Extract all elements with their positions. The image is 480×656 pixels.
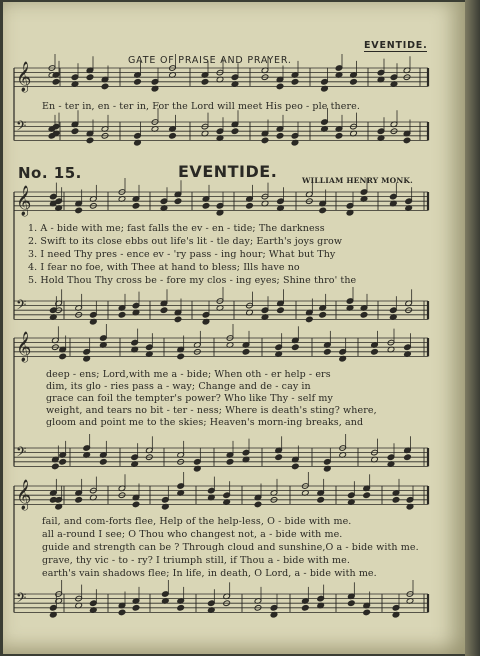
system1-treble-staff-clef: 𝄞 (16, 186, 32, 216)
system3-bass-staff-note-low-2-0 (118, 609, 126, 616)
system1-treble-staff-note-low-3-1 (174, 198, 182, 205)
system2-bass-staff-clef: 𝄢 (16, 444, 27, 463)
system2-treble-staff-note-low-7-0 (371, 349, 379, 356)
prev-bass-staff-note-low-4-0 (261, 137, 269, 144)
system2-verse-2: dim, its glo - ries pass a - way; Change and de - cay in (46, 381, 311, 392)
system3-verse-3: guide and strength can be ? Through cloud and sunshine,O a - bide with me. (42, 542, 419, 553)
system3-treble-staff-note-low-6-1 (317, 497, 325, 504)
system2-bass-staff-note-low-0-1 (59, 459, 67, 466)
hymn-title: EVENTIDE. (178, 162, 278, 181)
system1-verse-5: 5. Hold Thou Thy cross be - fore my clos - ing eyes; Shine thro' the (28, 275, 357, 286)
prev-treble-staff-note-low-4-1 (276, 83, 284, 90)
system2-bass-staff-note-low-7-2 (404, 454, 412, 461)
system3-treble-staff-note-low-7-1 (363, 492, 371, 499)
system2-bass-staff-note-low-1-1 (100, 459, 108, 466)
system2-verse-1: deep - ens; Lord,with me a - bide; When oth - er help - ers (46, 369, 331, 380)
system1-bass-staff-note-low-7-1 (360, 312, 368, 319)
system3-treble-staff-note-low-5-0 (254, 501, 262, 508)
system1-bass-staff-note-low-2-0 (118, 312, 126, 319)
system1-bass-staff-note-low-6-0 (306, 316, 314, 323)
system2-treble-staff-note-low-4-1 (242, 349, 250, 356)
system1-verse-2: 2. Swift to its close ebbs out life's lit - tle day; Earth's joys grow (28, 236, 343, 247)
system3-verse-4: grave, thy vic - to - ry? I triumph still, if Thou a - bide with me. (42, 555, 351, 566)
system2-verse-3: grace can foil the tempter's power? Who like Thy - self my (46, 393, 333, 404)
system1-verse-4: 4. I fear no foe, with Thee at hand to bless; Ills have no (28, 262, 300, 273)
prev-treble-staff-note-low-0-1 (52, 79, 60, 86)
system2-treble-staff-note-low-0-1 (59, 353, 67, 360)
prev-bass-staff-clef: 𝄢 (16, 118, 27, 137)
system3-bass-staff-note-low-6-0 (302, 605, 310, 612)
prev-treble-staff-note-low-5-2 (350, 79, 358, 86)
system3-verse-5: earth's vain shadows flee; In life, in death, O Lord, a - bide with me. (42, 568, 377, 579)
prev-treble-staff-note-low-1-1 (86, 74, 94, 81)
system1-treble-staff-note-low-2-1 (132, 203, 140, 210)
system1-treble-staff-note-low-1-0 (75, 207, 83, 214)
system2-treble-staff-note-low-5-1 (292, 344, 300, 351)
prev-treble-staff-note-low-2-0 (134, 79, 142, 86)
system3-treble-staff-note-low-2-1 (132, 501, 140, 508)
hymn-number: No. 15. (18, 164, 82, 182)
system3-verse-2: all a-round I see; O Thou who changest not, a - bide with me. (42, 529, 343, 540)
system1-verse-3: 3. I need Thy pres - ence ev - 'ry pass - ing hour; What but Thy (28, 249, 336, 260)
system3-bass-staff-note-low-7-0 (348, 600, 356, 607)
composer-credit: WILLIAM HENRY MONK. (302, 176, 413, 185)
prev-bass-staff-note-low-5-1 (335, 133, 343, 140)
system1-treble-staff-note-low-5-0 (246, 203, 254, 210)
system1-treble-staff-note-low-6-1 (319, 207, 327, 214)
system3-treble-staff-note-low-1-0 (75, 497, 83, 504)
previous-hymn-lyric: En - ter in, en - ter in, For the Lord will meet His peo - ple there. (42, 101, 360, 112)
system1-bass-staff-note-low-6-1 (319, 312, 327, 319)
prev-treble-staff-note-low-3-0 (201, 79, 209, 86)
system2-bass-staff-note-low-5-0 (275, 454, 283, 461)
prev-treble-staff-note-low-1-2 (101, 83, 109, 90)
system2-verse-4: weight, and tears no bit - ter - ness; Where is death's sting? where, (46, 405, 377, 416)
system2-bass-staff-note-low-5-1 (292, 463, 300, 470)
system3-bass-staff-note-low-3-1 (177, 605, 185, 612)
prev-bass-staff-note-low-3-2 (231, 128, 239, 135)
system3-bass-staff-note-low-7-1 (363, 609, 371, 616)
system1-bass-staff-note-low-5-2 (277, 307, 285, 314)
system2-treble-staff-clef: 𝄞 (16, 332, 32, 362)
running-head: EVENTIDE. (364, 40, 428, 51)
system1-treble-staff-note-low-4-0 (202, 203, 210, 210)
system3-verse-1: fail, and com-forts flee, Help of the help-less, O - bide with me. (42, 516, 352, 527)
system2-bass-staff-note-low-0-0 (52, 463, 60, 470)
prev-treble-staff-note-low-4-2 (291, 79, 299, 86)
previous-hymn-title: GATE OF PRAISE AND PRAYER. (128, 55, 292, 66)
system1-verse-1: 1. A - bide with me; fast falls the ev - en - tide; The darkness (28, 223, 325, 234)
prev-bass-staff-note-low-1-0 (71, 128, 79, 135)
system2-treble-staff-note-low-6-0 (324, 349, 332, 356)
prev-bass-staff-note-low-4-1 (276, 133, 284, 140)
system1-bass-staff-note-low-3-1 (174, 316, 182, 323)
system3-bass-staff-clef: 𝄢 (16, 590, 27, 609)
system2-treble-staff-note-low-3-0 (177, 353, 185, 360)
prev-treble-staff-clef: 𝄞 (16, 62, 32, 92)
system1-bass-staff-clef: 𝄢 (16, 297, 27, 316)
prev-bass-staff-note-low-1-1 (86, 137, 94, 144)
prev-bass-staff-note-low-6-2 (403, 137, 411, 144)
system3-bass-staff-note-low-2-1 (132, 605, 140, 612)
system3-treble-staff-clef: 𝄞 (16, 480, 32, 510)
system2-bass-staff-note-low-4-0 (226, 459, 234, 466)
system1-bass-staff-note-low-3-0 (160, 307, 168, 314)
prev-bass-staff-note-low-2-2 (169, 133, 177, 140)
system3-treble-staff-note-low-8-0 (392, 497, 400, 504)
system2-verse-5: gloom and point me to the skies; Heaven's morn-ing breaks, and (46, 417, 364, 428)
